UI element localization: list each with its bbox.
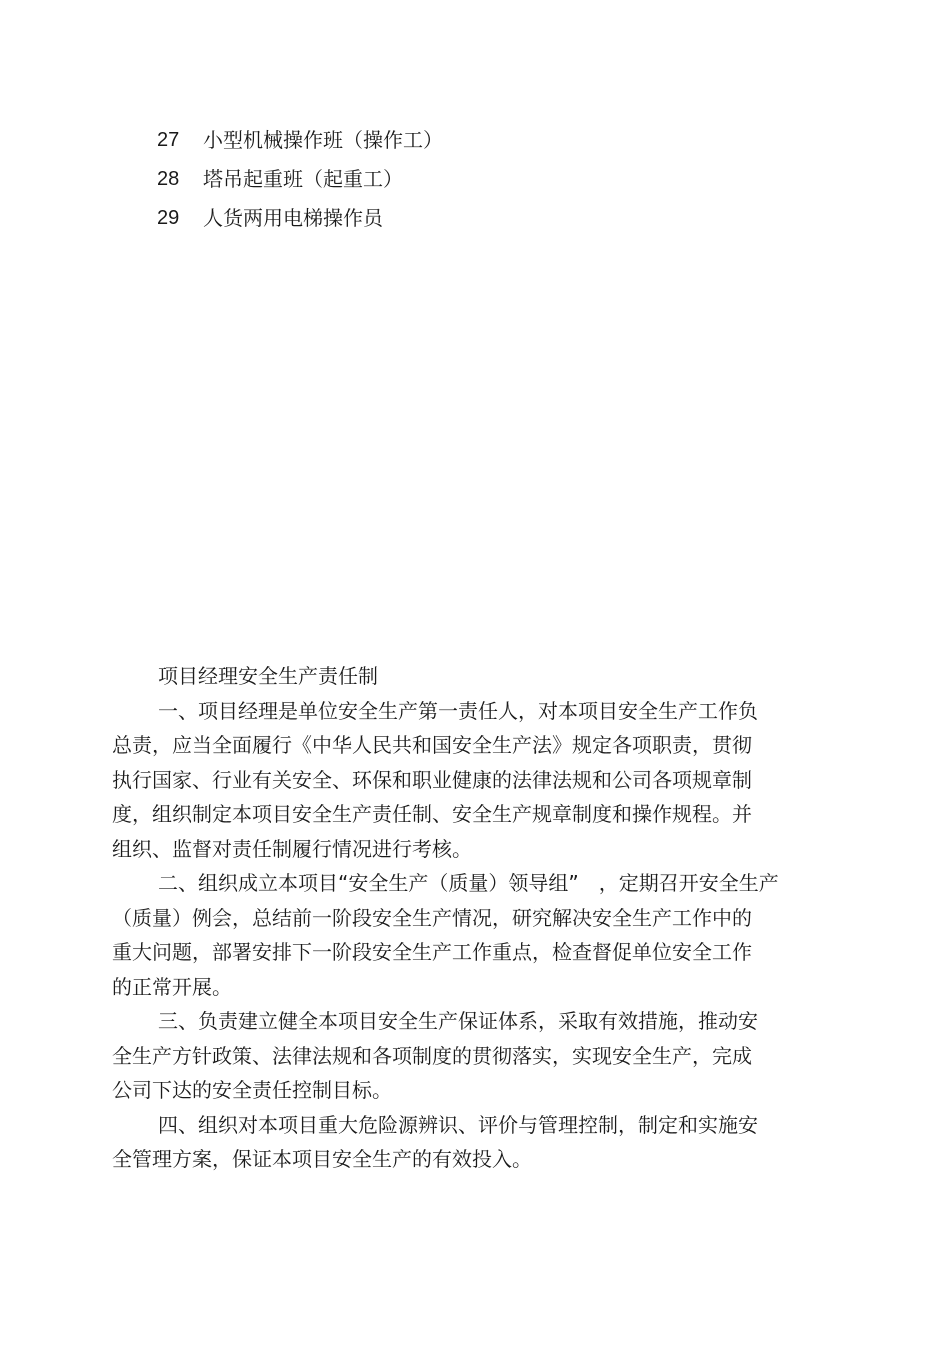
list-item bbox=[157, 126, 443, 165]
paragraph-line: （质量）例会，总结前一阶段安全生产情况，研究解决安全生产工作中的 bbox=[112, 905, 752, 930]
personnel-list bbox=[157, 126, 443, 243]
list-item bbox=[157, 165, 443, 204]
paragraph-line: 重大问题，部署安排下一阶段安全生产工作重点，检查督促单位安全工作 bbox=[112, 940, 752, 964]
paragraph-line: 执行国家、行业有关安全、环保和职业健康的法律法规和公司各项规章制 bbox=[112, 767, 752, 792]
list-item-text: 塔吊起重班（起重工） bbox=[203, 167, 403, 191]
list-item-number: 27 bbox=[157, 129, 180, 151]
paragraph-line: 公司下达的安全责任控制目标。 bbox=[112, 1078, 392, 1102]
paragraph-line: 全生产方针政策、法律法规和各项制度的贯彻落实，实现安全生产，完成 bbox=[112, 1043, 752, 1068]
paragraph-line: 三、负责建立健全本项目安全生产保证体系，采取有效措施，推动安 bbox=[158, 1009, 758, 1033]
paragraph-line: 一、项目经理是单位安全生产第一责任人，对本项目安全生产工作负 bbox=[158, 698, 758, 723]
document-body bbox=[112, 661, 832, 1179]
paragraph-line: 全管理方案，保证本项目安全生产的有效投入。 bbox=[112, 1147, 532, 1171]
list-item-text: 小型机械操作班（操作工） bbox=[203, 128, 443, 152]
list-item-text: 人货两用电梯操作员 bbox=[203, 206, 383, 230]
list-item bbox=[157, 204, 443, 243]
section-title: 项目经理安全生产责任制 bbox=[158, 664, 378, 688]
list-item-number: 28 bbox=[157, 168, 180, 190]
list-item-number: 29 bbox=[157, 207, 180, 229]
paragraph-line: 二、组织成立本项目“安全生产（质量）领导组” ，定期召开安全生产 bbox=[158, 871, 779, 895]
paragraph-line: 四、组织对本项目重大危险源辨识、评价与管理控制，制定和实施安 bbox=[158, 1112, 758, 1137]
paragraph-line: 的正常开展。 bbox=[112, 974, 232, 999]
paragraph-line: 总责，应当全面履行《中华人民共和国安全生产法》规定各项职责，贯彻 bbox=[112, 733, 752, 757]
paragraph-line: 度，组织制定本项目安全生产责任制、安全生产规章制度和操作规程。并 bbox=[112, 802, 752, 826]
paragraph-line: 组织、监督对责任制履行情况进行考核。 bbox=[112, 836, 472, 861]
